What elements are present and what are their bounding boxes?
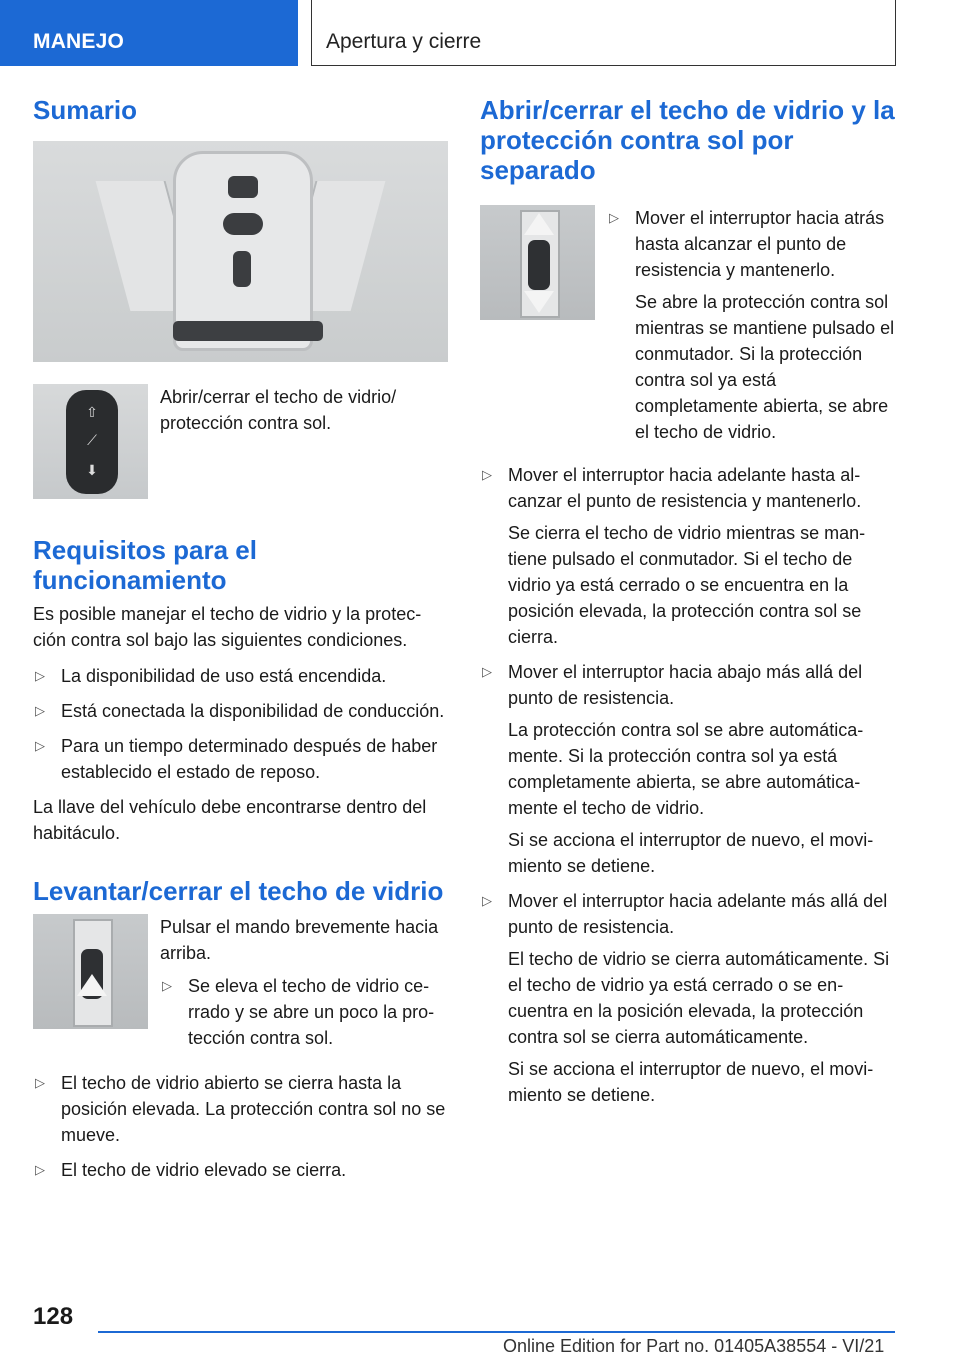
bullet-triangle-icon: ▷ xyxy=(35,668,45,683)
bullet-triangle-icon: ▷ xyxy=(482,664,492,679)
arrow-up-icon: ⇧ xyxy=(86,404,98,420)
arrow-down-icon xyxy=(524,291,554,313)
list-item: ▷ Está conectada la disponibilidad de conducción. xyxy=(33,698,448,724)
bullet-triangle-icon: ▷ xyxy=(162,978,172,993)
bullet-triangle-icon: ▷ xyxy=(35,1075,45,1090)
light-buttons-bar xyxy=(173,321,323,341)
list-item: ▷ Para un tiempo determinado después de haber establecido el estado de reposo. xyxy=(33,733,448,785)
page-number: 128 xyxy=(33,1303,74,1330)
tilt-icon: ⟋ xyxy=(87,432,97,448)
list-item: ▷ El techo de vidrio elevado se cierra. xyxy=(33,1157,448,1183)
switch-push-up-illustration xyxy=(33,914,148,1029)
switch-up-down-illustration xyxy=(480,205,595,320)
requirements-intro: Es posible manejar el techo de vidrio y la protección contra sol bajo las siguientes condiciones. xyxy=(33,604,422,650)
bullet-triangle-icon: ▷ xyxy=(35,703,45,718)
bullet-triangle-icon: ▷ xyxy=(35,738,45,753)
bullet-triangle-icon: ▷ xyxy=(482,893,492,908)
overhead-console-illustration xyxy=(33,141,448,362)
left-column xyxy=(33,95,448,1192)
list-item: ▷ Mover el interruptor hacia adelante hasta alcanzar el punto de resistencia y mantenerlo. Se cierra el techo de vidrio mientras se mantiene pulsado el conmutador. Si el techo de vidrio ya está cerrado o se encuentra en la posición elevada, la protección contra sol se cierra. xyxy=(480,462,895,650)
arrow-up-icon xyxy=(524,213,554,235)
bullet-triangle-icon: ▷ xyxy=(482,467,492,482)
list-item: ▷ Mover el interruptor hacia abajo más allá del punto de resistencia. La protección contra sol se abre automáticamente. Si la protección contra sol ya está completamente abierta, se abre automáticamente el techo de vidrio. Si se acciona el interruptor de nuevo, el movimiento se detiene. xyxy=(480,659,895,879)
sos-button-icon xyxy=(228,176,258,198)
bullet-triangle-icon: ▷ xyxy=(35,1162,45,1177)
list-item: ▷ La disponibilidad de uso está encendida. xyxy=(33,663,448,689)
lift-close-heading: Levantar/cerrar el techo de vidrio xyxy=(33,876,444,906)
list-item: ▷ Mover el interruptor hacia adelante más allá del punto de resistencia. El techo de vidrio se cierra automáticamente. Si el techo de vidrio ya está cerrado o se encuentra en la posición elevada, la protección contra sol se cierra automáticamente. Si se acciona el interruptor de nuevo, el movimiento se detiene. xyxy=(480,888,895,1108)
separate-heading: Abrir/cerrar el techo de vidrio y la protección contra sol por separado xyxy=(480,95,895,185)
section-title: Apertura y cierre xyxy=(311,0,896,66)
requirements-note: La llave del vehículo debe encontrarse dentro del habitáculo. xyxy=(33,797,427,843)
chapter-tab[interactable]: MANEJO xyxy=(0,0,298,66)
switch-caption: Abrir/cerrar el techo de vidrio/ protección contra sol. xyxy=(160,387,397,433)
arrow-up-icon xyxy=(77,974,107,996)
list-item: ▷ Mover el interruptor hacia atrás hasta alcanzar el punto de resistencia y mantenerlo. Se abre la protección contra sol mientras se mantiene pulsado el conmutador. Si la protección contra sol ya está completamente abierta, se abre el techo de vidrio. xyxy=(607,205,895,445)
lift-intro: Pulsar el mando brevemente hacia arriba. xyxy=(160,917,439,963)
bullet-triangle-icon: ▷ xyxy=(609,210,619,225)
arrow-down-icon: ⬇ xyxy=(86,462,98,478)
footer-divider xyxy=(98,1331,895,1333)
roof-switch-icon xyxy=(233,251,251,287)
list-item: ▷ Se eleva el techo de vidrio cerrado y se abre un poco la protección contra sol. xyxy=(160,973,448,1051)
page-header xyxy=(0,0,960,66)
roof-button-icon xyxy=(223,213,263,235)
list-item: ▷ El techo de vidrio abierto se cierra hasta la posición elevada. La protección contra sol no se mueve. xyxy=(33,1070,448,1148)
sumario-heading: Sumario xyxy=(33,95,138,125)
edition-text: Online Edition for Part no. 01405A38554 - VI/21 xyxy=(503,1336,885,1356)
requirements-heading: Requisitos para el funcionamiento xyxy=(33,535,257,595)
roof-switch-closeup xyxy=(33,384,148,499)
right-column xyxy=(480,95,895,1117)
